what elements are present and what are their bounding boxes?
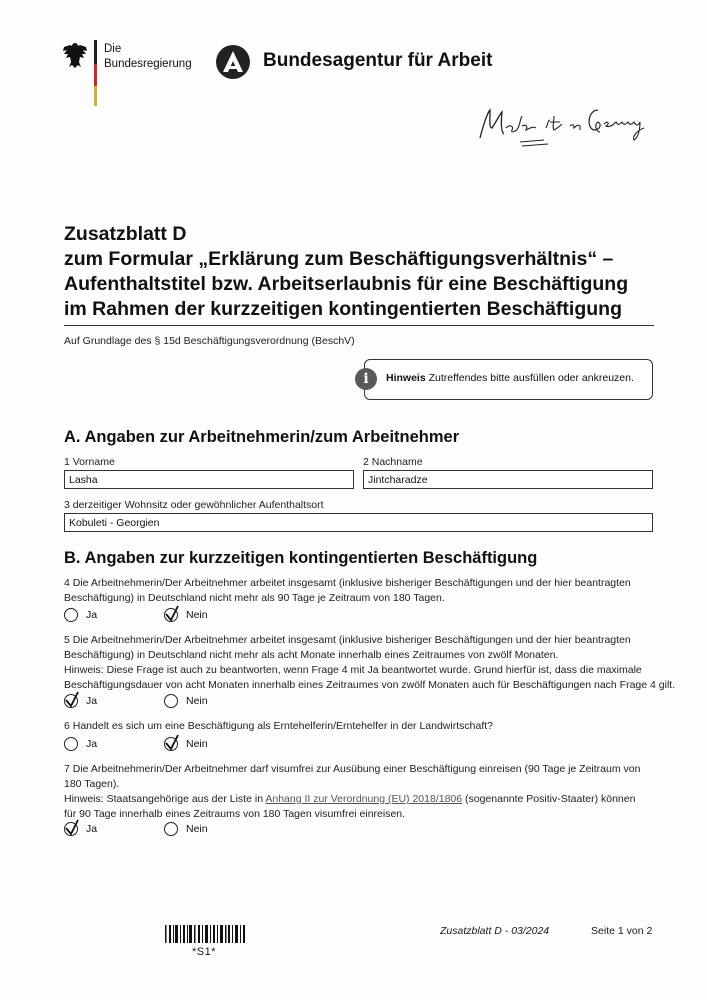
q4-yes-option[interactable]: Ja: [64, 608, 97, 622]
q5-no-option[interactable]: Nein: [164, 694, 208, 708]
q5-yes-radio[interactable]: [64, 694, 78, 708]
first-name-field[interactable]: Lasha: [64, 470, 354, 489]
form-title: [64, 222, 664, 322]
federal-color-bar: [94, 40, 97, 106]
title-divider: [64, 325, 654, 326]
check-mark-icon: [163, 733, 181, 753]
q7-yes-option[interactable]: Ja: [64, 822, 97, 836]
hint-text: [386, 372, 634, 384]
hint-label: Hinweis: [386, 372, 426, 384]
info-icon: i: [355, 368, 377, 390]
form-code: Zusatzblatt D - 03/2024: [440, 925, 550, 937]
form-title-line-2: zum Formular „Erklärung zum Beschäftigungsverhältnis“ –: [64, 248, 614, 270]
question-7: 7 Die Arbeitnehmerin/Der Arbeitnehmer darf visumfrei zur Ausübung einer Beschäftigung einreisen (90 Tage je Zeitraum von 180 Tagen). Hinweis: Staatsangehörige aus der Liste in Anhang II zur Verordnung (EU) 2018/1806 (sogenannte Positiv-Staater) können für 90 Tage innerhalb eines Zeitraums von 180 Tagen visumfrei einreisen.: [64, 763, 641, 820]
q6-yes-radio[interactable]: [64, 737, 78, 751]
federal-government-label: Die Bundesregierung: [104, 43, 192, 70]
form-title-line-1: Zusatzblatt D: [64, 223, 187, 245]
check-mark-icon: [63, 818, 81, 838]
question-4: 4 Die Arbeitnehmerin/Der Arbeitnehmer arbeitet insgesamt (inklusive bisheriger Beschäftigungen und der hier beantragten Beschäftigung) in Deutschland nicht mehr als 90 Tage je Zeitraum von 180 Tagen.: [64, 577, 631, 604]
check-mark-icon: [63, 690, 81, 710]
last-name-field[interactable]: Jintcharadze: [363, 470, 653, 489]
last-name-label: 2 Nachname: [363, 456, 423, 468]
q6-no-radio[interactable]: [164, 737, 178, 751]
question-5: 5 Die Arbeitnehmerin/Der Arbeitnehmer arbeitet insgesamt (inklusive bisheriger Beschäftigungen und der hier beantragten Beschäftigung) in Deutschland nicht mehr als acht Monate innerhalb eines Zeitraumes von zwölf Monaten. Hinweis: Diese Frage ist auch zu beantworten, wenn Frage 4 mit Ja beantwortet wurde. Grund hierfür ist, dass die maximale Beschäftigungsdauer von acht Monaten innerhalb eines Zeitraumes von zwölf Monaten auch für Beschäftigungen nach Frage 4 gilt.: [64, 634, 676, 691]
residence-field[interactable]: Kobuleti - Georgien: [64, 513, 653, 532]
q5-no-radio[interactable]: [164, 694, 178, 708]
form-title-line-3: Aufenthaltstitel bzw. Arbeitserlaubnis für eine Beschäftigung: [64, 273, 629, 295]
q6-no-option[interactable]: Nein: [164, 737, 208, 751]
question-6: 6 Handelt es sich um eine Beschäftigung als Erntehelferin/Erntehelfer in der Landwirtschaft?: [64, 720, 493, 732]
legal-basis: Auf Grundlage des § 15d Beschäftigungsverordnung (BeschV): [64, 335, 355, 347]
barcode-text: *S1*: [192, 946, 217, 958]
agency-name: Bundesagentur für Arbeit: [263, 50, 493, 71]
q7-no-radio[interactable]: [164, 822, 178, 836]
regulation-link[interactable]: Anhang II zur Verordnung (EU) 2018/1806: [265, 793, 463, 805]
first-name-label: 1 Vorname: [64, 456, 115, 468]
q4-no-radio[interactable]: [164, 608, 178, 622]
hint-message: Zutreffendes bitte ausfüllen oder ankreuzen.: [428, 372, 634, 384]
check-mark-icon: [163, 604, 181, 624]
q5-yes-option[interactable]: Ja: [64, 694, 97, 708]
agency-logo-icon: [216, 45, 250, 79]
q6-yes-option[interactable]: Ja: [64, 737, 97, 751]
section-b-title: B. Angaben zur kurzzeitigen kontingentierten Beschäftigung: [64, 549, 538, 567]
page-number: Seite 1 von 2: [591, 925, 653, 937]
q7-no-option[interactable]: Nein: [164, 822, 208, 836]
federal-eagle-icon: [60, 40, 90, 70]
form-title-line-4: im Rahmen der kurzzeitigen kontingentierten Beschäftigung: [64, 298, 622, 320]
residence-label: 3 derzeitiger Wohnsitz oder gewöhnlicher Aufenthaltsort: [64, 499, 324, 511]
section-a-title: A. Angaben zur Arbeitnehmerin/zum Arbeitnehmer: [64, 428, 460, 446]
q7-yes-radio[interactable]: [64, 822, 78, 836]
barcode: [165, 925, 245, 943]
q4-yes-radio[interactable]: [64, 608, 78, 622]
q4-no-option[interactable]: Nein: [164, 608, 208, 622]
handwritten-signature: [474, 98, 659, 150]
